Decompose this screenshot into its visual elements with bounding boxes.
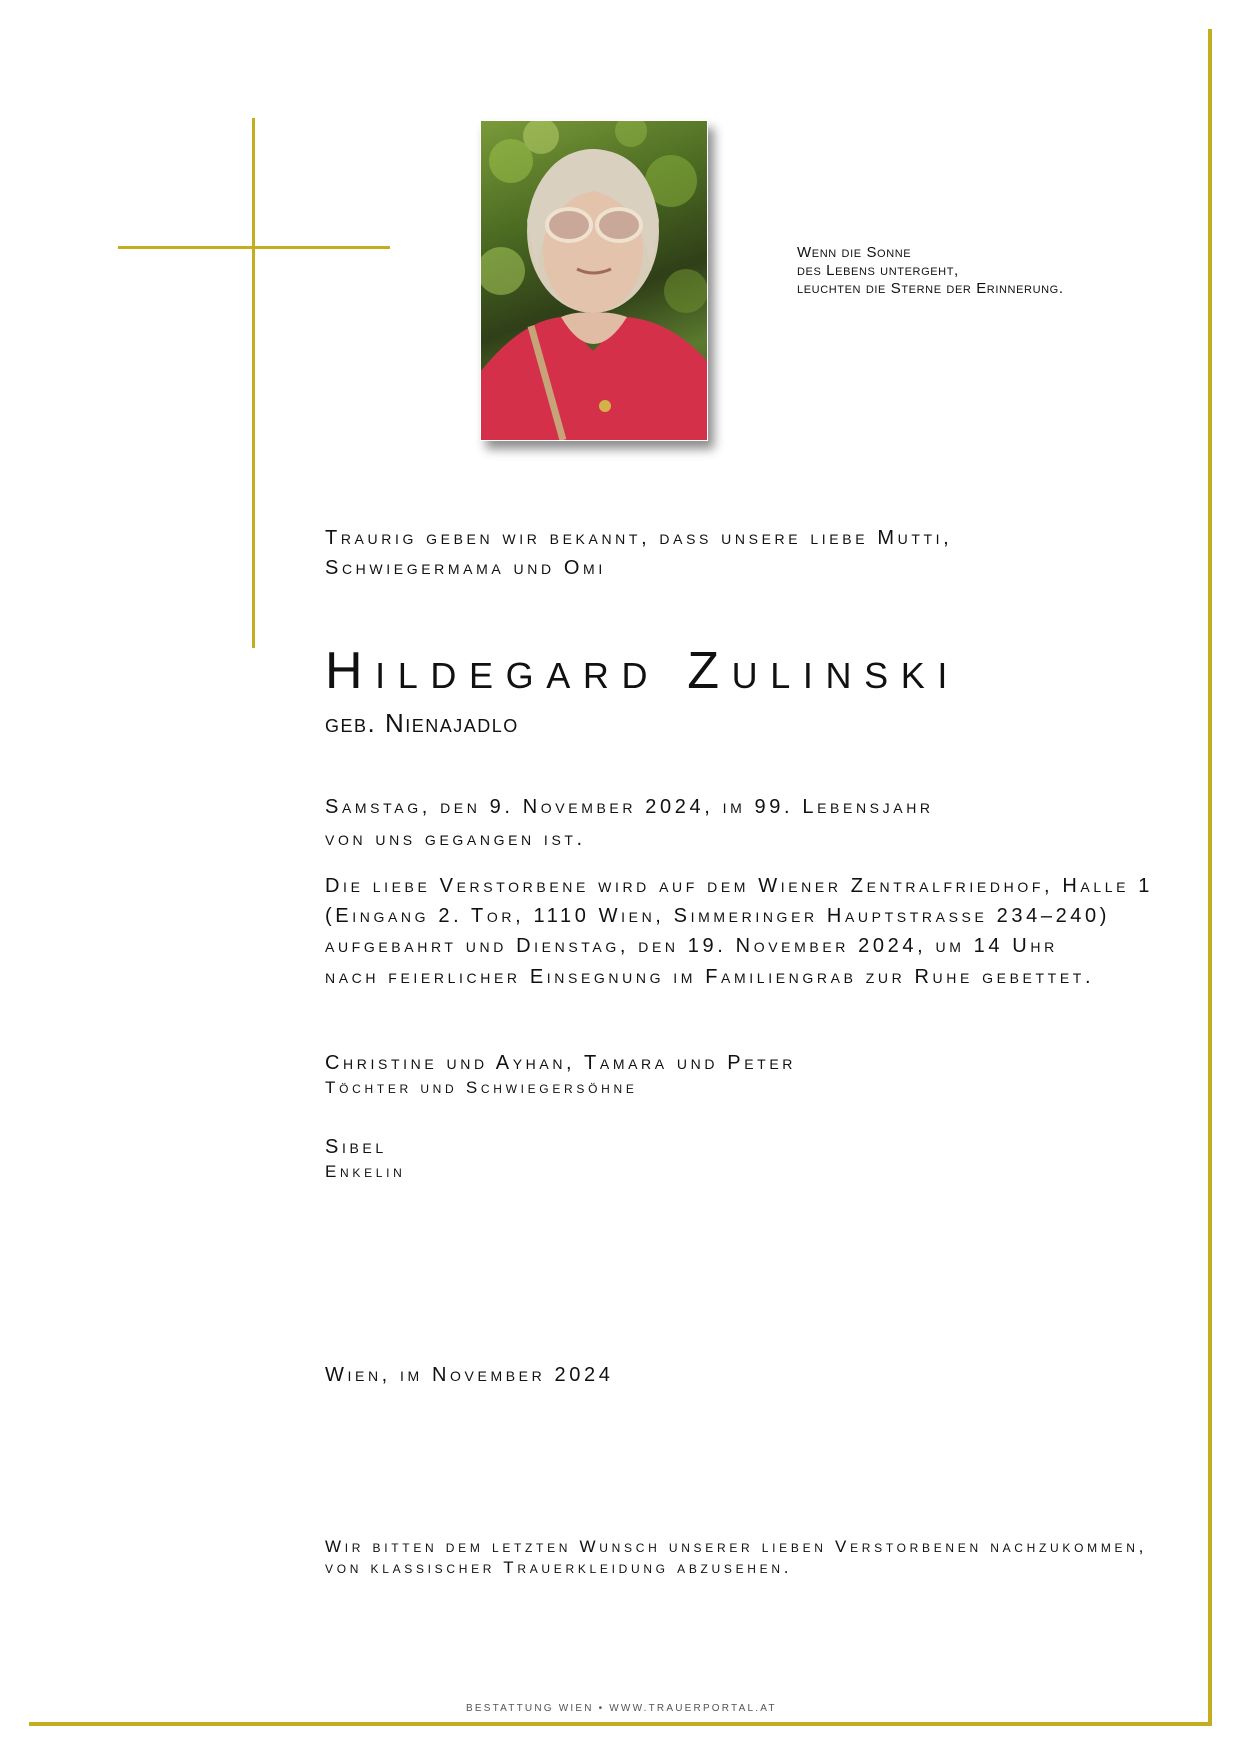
intro-line-1: Traurig geben wir bekannt, dass unsere liebe Mutti,: [325, 527, 953, 549]
funeral-line-3: aufgebahrt und Dienstag, den 19. November 2024, um 14 Uhr: [325, 935, 1058, 957]
portrait-illustration: [481, 121, 707, 440]
mourner-names: Sibel: [325, 1136, 387, 1158]
footer-imprint: BESTATTUNG WIEN • WWW.TRAUERPORTAL.AT: [466, 1703, 777, 1714]
cross-icon-vertical-bar: [252, 118, 255, 648]
place-date: Wien, im November 2024: [325, 1364, 614, 1386]
quote-line-2: des Lebens untergeht,: [797, 262, 959, 279]
mourner-relation: Enkelin: [325, 1162, 406, 1181]
funeral-line-2: (Eingang 2. Tor, 1110 Wien, Simmeringer Hauptstrasse 234–240): [325, 905, 1111, 927]
request-line-1: Wir bitten dem letzten Wunsch unserer lieben Verstorbenen nachzukommen,: [325, 1537, 1147, 1556]
maiden-name: geb. Nienajadlo: [325, 708, 519, 738]
portrait-photo: [481, 121, 707, 440]
frame-border-right: [1208, 29, 1212, 1726]
mourner-relation: Töchter und Schwiegersöhne: [325, 1078, 638, 1097]
frame-border-bottom: [29, 1722, 1212, 1726]
intro-line-2: Schwiegermama und Omi: [325, 557, 606, 579]
death-line-2: von uns gegangen ist.: [325, 828, 586, 850]
request-line-2: von klassischer Trauerkleidung abzusehen.: [325, 1558, 793, 1577]
portrait-photo-frame: [480, 120, 708, 441]
quote-line-1: Wenn die Sonne: [797, 244, 912, 261]
funeral-line-4: nach feierlicher Einsegnung im Familiengrab zur Ruhe gebettet.: [325, 966, 1095, 988]
quote-line-3: leuchten die Sterne der Erinnerung.: [797, 280, 1064, 297]
mourner-names: Christine und Ayhan, Tamara und Peter: [325, 1052, 797, 1074]
cross-icon-horizontal-bar: [118, 246, 390, 249]
funeral-line-1: Die liebe Verstorbene wird auf dem Wiener Zentralfriedhof, Halle 1: [325, 875, 1154, 897]
death-line-1: Samstag, den 9. November 2024, im 99. Lebensjahr: [325, 796, 934, 818]
deceased-name: Hildegard Zulinski: [325, 642, 960, 700]
